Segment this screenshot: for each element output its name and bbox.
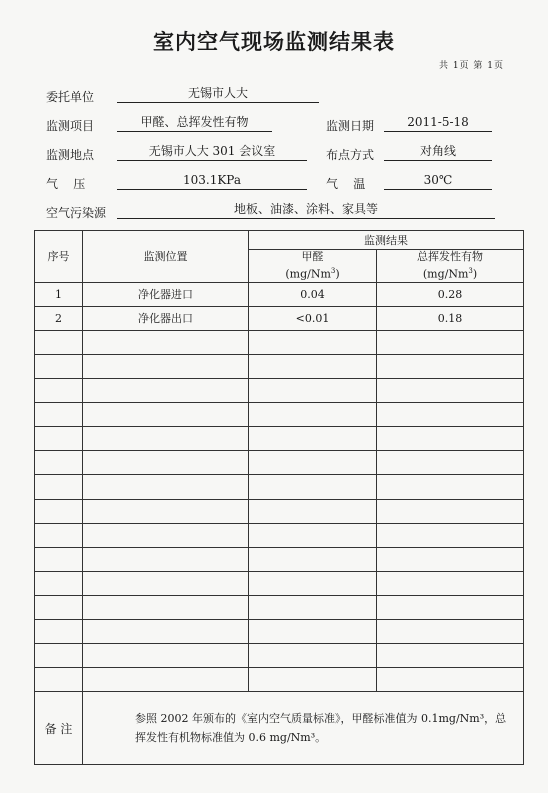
date-label: 监测日期 [326, 119, 375, 133]
empty-cell [377, 451, 524, 475]
empty-cell [83, 499, 249, 523]
temp-value: 30℃ [384, 173, 492, 190]
empty-cell [35, 475, 83, 499]
header-no: 序号 [35, 231, 83, 283]
empty-row [35, 668, 524, 692]
empty-cell [249, 354, 377, 378]
empty-row [35, 644, 524, 668]
empty-cell [377, 523, 524, 547]
unit-superscript: 3 [330, 267, 336, 275]
empty-cell [35, 499, 83, 523]
empty-cell [249, 547, 377, 571]
cell-no: 2 [35, 306, 83, 330]
empty-cell [83, 403, 249, 427]
empty-cell [35, 547, 83, 571]
empty-cell [83, 523, 249, 547]
location-value: 无锡市人大 301 会议室 [117, 144, 307, 161]
empty-row [35, 523, 524, 547]
page-title: 室内空气现场监测结果表 [153, 29, 395, 54]
header-formaldehyde [249, 250, 377, 283]
empty-row [35, 403, 524, 427]
client-value: 无锡市人大 [117, 86, 319, 103]
empty-cell [83, 330, 249, 354]
source-label: 空气污染源 [46, 206, 107, 220]
empty-cell [35, 451, 83, 475]
empty-cell [249, 595, 377, 619]
empty-cell [377, 330, 524, 354]
empty-cell [35, 403, 83, 427]
item-label: 监测项目 [46, 119, 95, 133]
empty-cell [249, 668, 377, 692]
remark-text: 参照 2002 年颁布的《室内空气质量标准》，甲醛标准值为 0.1mg/Nm³，总挥发性有机物标准值为 0.6 mg/Nm³。 [83, 692, 524, 765]
empty-cell [249, 379, 377, 403]
empty-row [35, 354, 524, 378]
empty-cell [249, 571, 377, 595]
table-row [35, 306, 524, 330]
method-value: 对角线 [384, 144, 492, 161]
header-formaldehyde-name: 甲醛 [301, 250, 324, 263]
remark-label: 备 注 [35, 692, 83, 765]
cell-position: 净化器进口 [83, 282, 249, 306]
empty-row [35, 595, 524, 619]
empty-cell [377, 427, 524, 451]
method-label: 布点方式 [326, 148, 375, 162]
empty-cell [83, 379, 249, 403]
unit-close: ) [335, 267, 340, 281]
empty-cell [377, 403, 524, 427]
cell-no: 1 [35, 282, 83, 306]
empty-cell [249, 427, 377, 451]
empty-cell [83, 547, 249, 571]
client-label: 委托单位 [46, 90, 95, 104]
empty-cell [83, 619, 249, 643]
empty-cell [35, 379, 83, 403]
empty-cell [377, 619, 524, 643]
cell-formaldehyde: 0.04 [249, 282, 377, 306]
empty-row [35, 619, 524, 643]
empty-cell [35, 595, 83, 619]
cell-voc: 0.18 [377, 306, 524, 330]
location-label: 监测地点 [46, 148, 95, 162]
empty-cell [377, 379, 524, 403]
empty-row [35, 547, 524, 571]
empty-cell [35, 668, 83, 692]
header-results: 监测结果 [249, 231, 524, 250]
empty-cell [249, 644, 377, 668]
empty-row [35, 379, 524, 403]
unit-superscript: 3 [468, 267, 473, 275]
header-voc-unit: (mg/Nm [422, 267, 469, 281]
empty-row [35, 427, 524, 451]
empty-cell [249, 619, 377, 643]
empty-cell [377, 475, 524, 499]
empty-row [35, 571, 524, 595]
empty-cell [377, 668, 524, 692]
cell-formaldehyde: <0.01 [249, 306, 377, 330]
empty-cell [35, 644, 83, 668]
empty-cell [83, 668, 249, 692]
empty-cell [35, 523, 83, 547]
date-value: 2011-5-18 [384, 115, 492, 132]
header-voc-name: 总挥发性有物 [417, 250, 483, 263]
page-counter: 共 1页 第 1页 [438, 61, 504, 71]
empty-cell [249, 499, 377, 523]
item-value: 甲醛、总挥发性有物 [117, 115, 272, 132]
pressure-label: 气 压 [46, 177, 86, 191]
empty-cell [249, 403, 377, 427]
cell-position: 净化器出口 [83, 306, 249, 330]
temp-label: 气 温 [326, 177, 366, 191]
empty-cell [83, 475, 249, 499]
empty-cell [249, 475, 377, 499]
empty-row [35, 499, 524, 523]
empty-cell [35, 427, 83, 451]
empty-cell [83, 427, 249, 451]
empty-cell [377, 547, 524, 571]
empty-cell [377, 644, 524, 668]
empty-cell [377, 595, 524, 619]
empty-cell [35, 330, 83, 354]
empty-cell [83, 451, 249, 475]
empty-cell [377, 571, 524, 595]
empty-row [35, 475, 524, 499]
empty-cell [35, 571, 83, 595]
empty-cell [249, 330, 377, 354]
unit-close: ) [472, 267, 478, 281]
empty-cell [377, 499, 524, 523]
empty-cell [35, 619, 83, 643]
empty-cell [83, 571, 249, 595]
header-position: 监测位置 [83, 231, 249, 283]
empty-row [35, 330, 524, 354]
header-voc [377, 250, 524, 283]
empty-cell [377, 354, 524, 378]
empty-cell [249, 451, 377, 475]
cell-voc: 0.28 [377, 282, 524, 306]
empty-cell [83, 595, 249, 619]
empty-cell [35, 354, 83, 378]
empty-cell [83, 354, 249, 378]
pressure-value: 103.1KPa [117, 173, 307, 190]
empty-row [35, 451, 524, 475]
empty-cell [249, 523, 377, 547]
header-formaldehyde-unit: (mg/Nm [285, 267, 331, 281]
results-table [34, 230, 524, 765]
empty-cell [83, 644, 249, 668]
source-value: 地板、油漆、涂料、家具等 [117, 202, 495, 219]
table-row [35, 282, 524, 306]
